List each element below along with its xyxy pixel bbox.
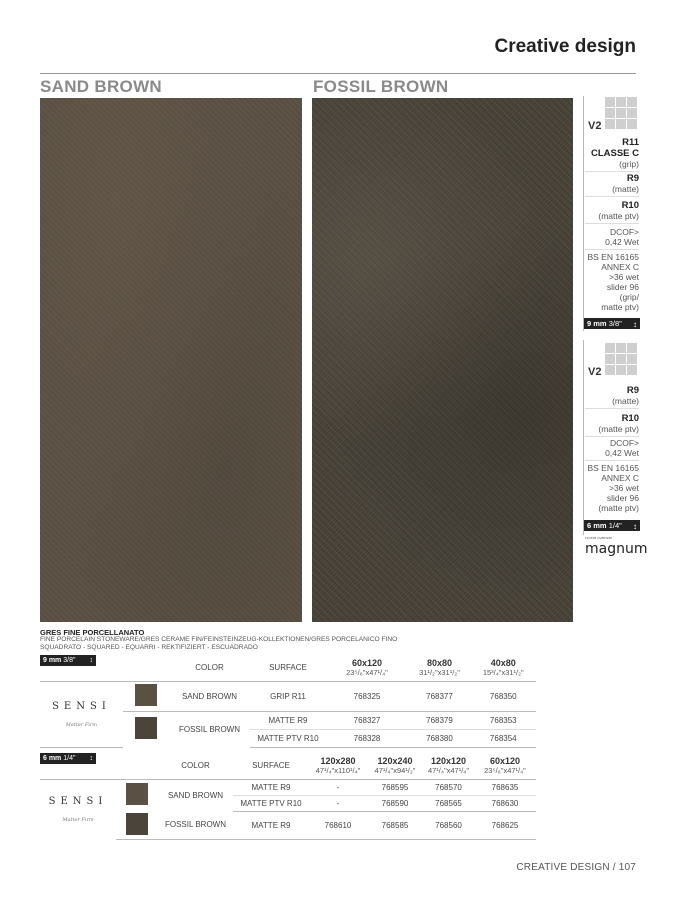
- sand-brown-label: SAND BROWN: [40, 77, 162, 96]
- sidebar-dcof: DCOF> 0,42 Wet: [585, 227, 639, 250]
- fossil-brown-label: FOSSIL BROWN: [313, 77, 449, 96]
- sidebar-bs-en: BS EN 16165 ANNEX C >36 wet slider 96 (matte ptv): [587, 463, 639, 513]
- grid-icon: [605, 97, 637, 129]
- column-header-surface: SURFACE: [250, 655, 325, 681]
- sidebar-r9: R9 (matte): [585, 173, 639, 197]
- brand-signature: Matter Firm: [65, 721, 98, 728]
- sidebar-r11: R11 CLASSE C (grip): [585, 137, 639, 172]
- fossil-brown-tile-image: [312, 98, 573, 622]
- sidebar-divider: [583, 96, 584, 331]
- table-row: FOSSIL BROWN MATTE R9 768610 768585 768560 768625: [40, 811, 536, 839]
- header-rule: [40, 73, 636, 74]
- sidebar-divider: [583, 340, 584, 535]
- column-header-surface: SURFACE: [233, 753, 309, 779]
- fossil-brown-swatch: [135, 717, 157, 739]
- column-header-size: 120x120 47¹/₄"x47¹/₄": [423, 753, 474, 779]
- thickness-badge-9mm: 9 mm 3/8" ↕: [584, 318, 640, 329]
- sidebar-bs-en: BS EN 16165 ANNEX C >36 wet slider 96 (grip/ matte ptv): [587, 252, 639, 312]
- page-footer: CREATIVE DESIGN / 107: [516, 862, 636, 873]
- sensi-brand-logo: SENSI: [48, 795, 108, 807]
- sidebar-r9: R9 (matte): [585, 385, 639, 409]
- gres-description: FINE PORCELAIN STONEWARE/GRES CERAME FIN/FEINSTEINZEUG-KOLLEKTIONEN/GRES PORCELANICO FINO SQUADRATO - SQUARED - EQUARRI - REKTIFIZIERT - ESCUADRADO: [40, 636, 398, 651]
- sensi-brand-logo: SENSI: [52, 700, 111, 712]
- thickness-badge-9mm: 9 mm 3/8" ↕: [40, 655, 96, 666]
- thickness-arrow-icon: ↕: [89, 755, 93, 762]
- thickness-badge-6mm: 6 mm 1/4" ↕: [584, 520, 640, 531]
- column-header-size: 80x80 31¹/₂"x31¹/₂": [408, 655, 470, 681]
- column-header-size: 120x280 47¹/₄"x110¹/₄": [309, 753, 367, 779]
- grid-icon: [605, 343, 637, 375]
- magnum-logo: FLORIM OVERSIZE magnum: [585, 536, 648, 557]
- table-row: MATTE PTV R10 768328 768380 768354: [40, 729, 536, 747]
- page-title: Creative design: [494, 36, 636, 57]
- column-header-color: COLOR: [158, 753, 233, 779]
- table-row: MATTE PTV R10 - 768590 768565 768630: [40, 795, 536, 811]
- v2-badge: V2: [588, 120, 602, 132]
- thickness-arrow-icon: ↕: [633, 320, 637, 329]
- fossil-brown-swatch: [126, 813, 148, 835]
- sand-brown-tile-image: [40, 98, 302, 622]
- column-header-size: 60x120 23⁵/₈"x47¹/₄": [474, 753, 536, 779]
- column-header-size: 40x80 15³/₄"x31¹/₂": [471, 655, 536, 681]
- column-header-size: 60x120 23⁵/₈"x47¹/₄": [326, 655, 409, 681]
- thickness-badge-6mm: 6 mm 1/4" ↕: [40, 753, 96, 764]
- sidebar-r10: R10 (matte ptv): [585, 200, 639, 224]
- sidebar-dcof: DCOF> 0,42 Wet: [585, 438, 639, 461]
- product-table-6mm: [40, 753, 536, 840]
- gres-title: GRES FINE PORCELLANATO: [40, 628, 145, 637]
- sand-brown-swatch: [135, 684, 157, 706]
- sidebar-r10: R10 (matte ptv): [585, 413, 639, 437]
- thickness-arrow-icon: ↕: [633, 522, 637, 531]
- table-row: SENSI Matter Firm SAND BROWN MATTE R9 - 768595 768570 768635: [40, 779, 536, 795]
- v2-badge: V2: [588, 366, 602, 378]
- column-header-size: 120x240 47¹/₄"x94¹/₂": [367, 753, 423, 779]
- brand-signature: Matter Firm: [62, 816, 94, 823]
- thickness-arrow-icon: ↕: [89, 657, 93, 664]
- column-header-color: COLOR: [169, 655, 251, 681]
- table-row: SENSI Matter Firm SAND BROWN GRIP R11 768325 768377 768350: [40, 681, 536, 711]
- sand-brown-swatch: [126, 783, 148, 805]
- table-row: FOSSIL BROWN MATTE R9 768327 768379 768353: [40, 711, 536, 729]
- product-table-9mm: [40, 655, 536, 748]
